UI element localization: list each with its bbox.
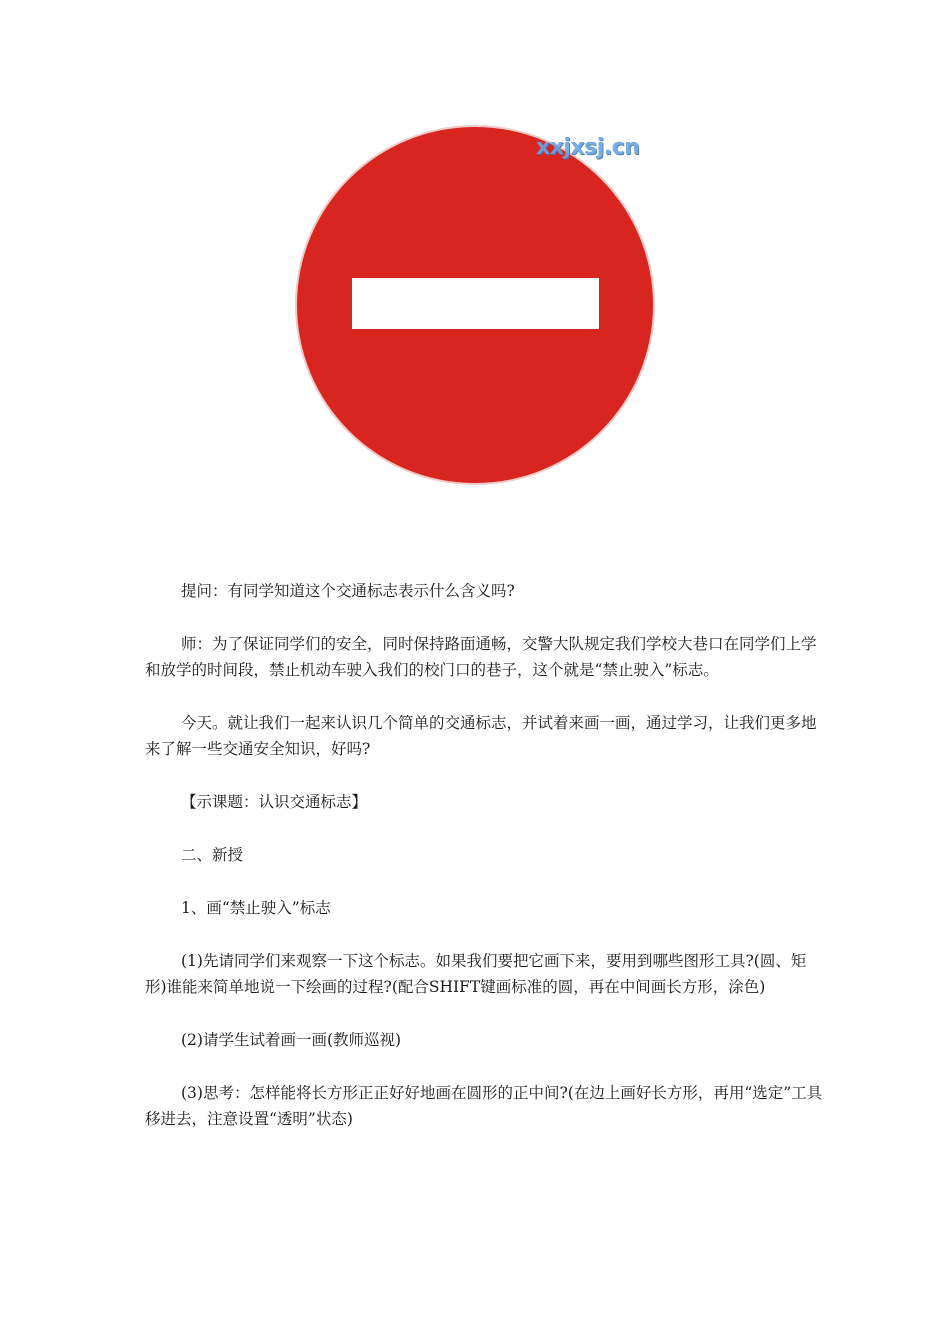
subsection-heading-draw-sign: 1、画“禁止驶入”标志 [181,899,331,917]
section-heading-new-lesson: 二、新授 [181,846,244,864]
no-entry-sign-image [292,124,658,486]
paragraph-step-2: (2)请学生试着画一画(教师巡视) [181,1031,402,1049]
no-entry-sign-graphic [292,124,658,486]
document-body [145,578,825,1132]
paragraph-teacher-explanation: 师：为了保证同学们的安全，同时保持路面通畅，交警大队规定我们学校大巷口在同学们上学和放学的时间段，禁止机动车驶入我们的校门口的巷子，这个就是“禁止驶入”标志。 [145,635,817,679]
sign-white-bar [352,278,599,329]
paragraph-today-intro: 今天。就让我们一起来认识几个简单的交通标志，并试着来画一画，通过学习，让我们更多地来了解一些交通安全知识，好吗? [145,714,817,758]
paragraph-step-1: (1)先请同学们来观察一下这个标志。如果我们要把它画下来，要用到哪些图形工具?(圆、矩形)谁能来简单地说一下绘画的过程?(配合SHIFT键画标准的圆，再在中间画长方形，涂色) [145,952,807,996]
paragraph-step-3: (3)思考：怎样能将长方形正正好好地画在圆形的正中间?(在边上画好长方形，再用“选定”工具移进去，注意设置“透明”状态) [145,1084,823,1128]
paragraph-lesson-title: 【示课题：认识交通标志】 [181,793,368,811]
paragraph-question: 提问：有同学知道这个交通标志表示什么含义吗? [181,582,515,600]
watermark-logo: xxjxsj.cn [536,135,640,160]
